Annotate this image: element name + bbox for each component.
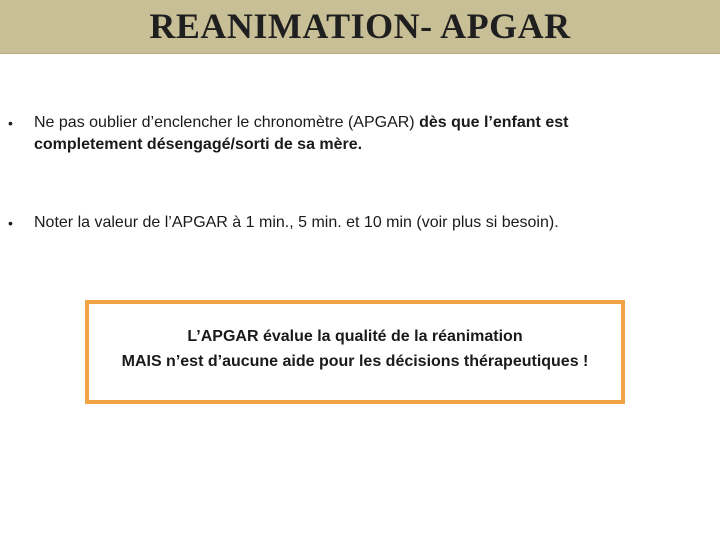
bullet-text-regular: Noter la valeur de l’APGAR à 1 min., 5 min. et 10 min (voir plus si besoin). <box>34 214 559 231</box>
bullet-text-bold: dès que l’enfant est completement désengagé/sorti de sa mère. <box>34 114 569 153</box>
note-line: MAIS n’est d’aucune aide pour les décisions thérapeutiques ! <box>121 353 589 370</box>
bullet-text <box>34 112 674 156</box>
bullet-marker: • <box>8 215 13 231</box>
bullet-text-regular: Ne pas oublier d’enclencher le chronomètre (APGAR) <box>34 114 420 131</box>
highlight-note-box <box>85 300 625 404</box>
slide-title-bar <box>0 0 720 54</box>
slide-title: REANIMATION- APGAR <box>149 6 571 46</box>
bullet-marker: • <box>8 115 13 131</box>
note-line: L’APGAR évalue la qualité de la réanimation <box>187 328 523 345</box>
bullet-text <box>34 212 674 234</box>
